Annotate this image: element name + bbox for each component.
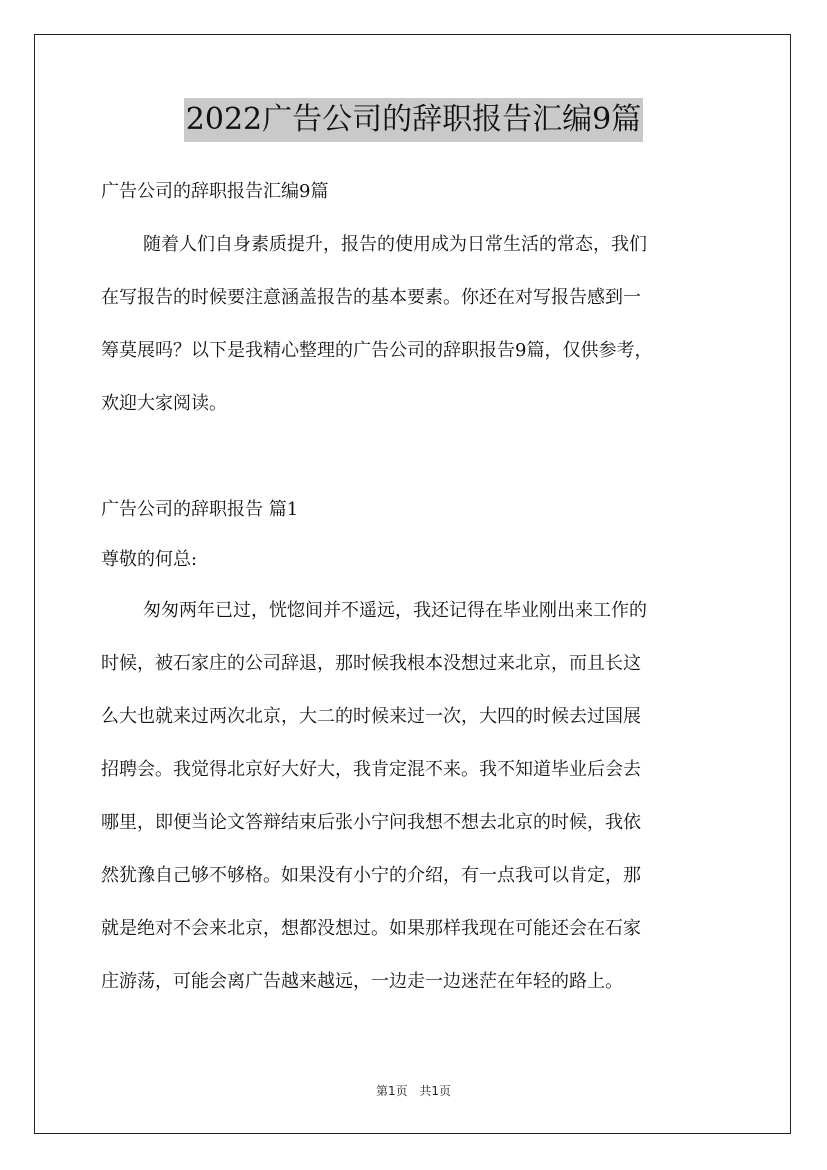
body-line: 么大也就来过两次北京，大二的时候来过一次，大四的时候去过国展	[101, 706, 641, 727]
intro-line: 随着人们自身素质提升，报告的使用成为日常生活的常态，我们	[143, 234, 647, 255]
body-line: 哪里，即便当论文答辩结束后张小宁问我想不想去北京的时候，我依	[101, 812, 641, 833]
section-heading: 广告公司的辞职报告 篇1	[101, 499, 299, 520]
page-footer	[0, 1082, 827, 1099]
page-total: 共1页	[419, 1084, 452, 1098]
body-line: 匆匆两年已过，恍惚间并不遥远，我还记得在毕业刚出来工作的	[143, 600, 647, 621]
body-line: 招聘会。我觉得北京好大好大，我肯定混不来。我不知道毕业后会去	[101, 759, 641, 780]
title-wrap	[0, 98, 827, 142]
intro-line: 筹莫展吗？以下是我精心整理的广告公司的辞职报告9篇，仅供参考，	[101, 340, 653, 361]
document-subtitle: 广告公司的辞职报告汇编9篇	[101, 181, 329, 202]
document-body	[101, 165, 741, 1008]
body-line: 然犹豫自己够不够格。如果没有小宁的介绍，有一点我可以肯定，那	[101, 865, 641, 886]
intro-line: 欢迎大家阅读。	[101, 393, 227, 414]
salutation: 尊敬的何总:	[101, 549, 198, 570]
page-number: 第1页	[375, 1084, 408, 1098]
body-line: 就是绝对不会来北京，想都没想过。如果那样我现在可能还会在石家	[101, 918, 641, 939]
intro-line: 在写报告的时候要注意涵盖报告的基本要素。你还在对写报告感到一	[101, 287, 641, 308]
body-line: 庄游荡，可能会离广告越来越远，一边走一边迷茫在年轻的路上。	[101, 971, 623, 992]
document-title: 2022广告公司的辞职报告汇编9篇	[184, 98, 643, 142]
paragraph-gap	[101, 430, 741, 483]
body-line: 时候，被石家庄的公司辞退，那时候我根本没想过来北京，而且长这	[101, 653, 641, 674]
